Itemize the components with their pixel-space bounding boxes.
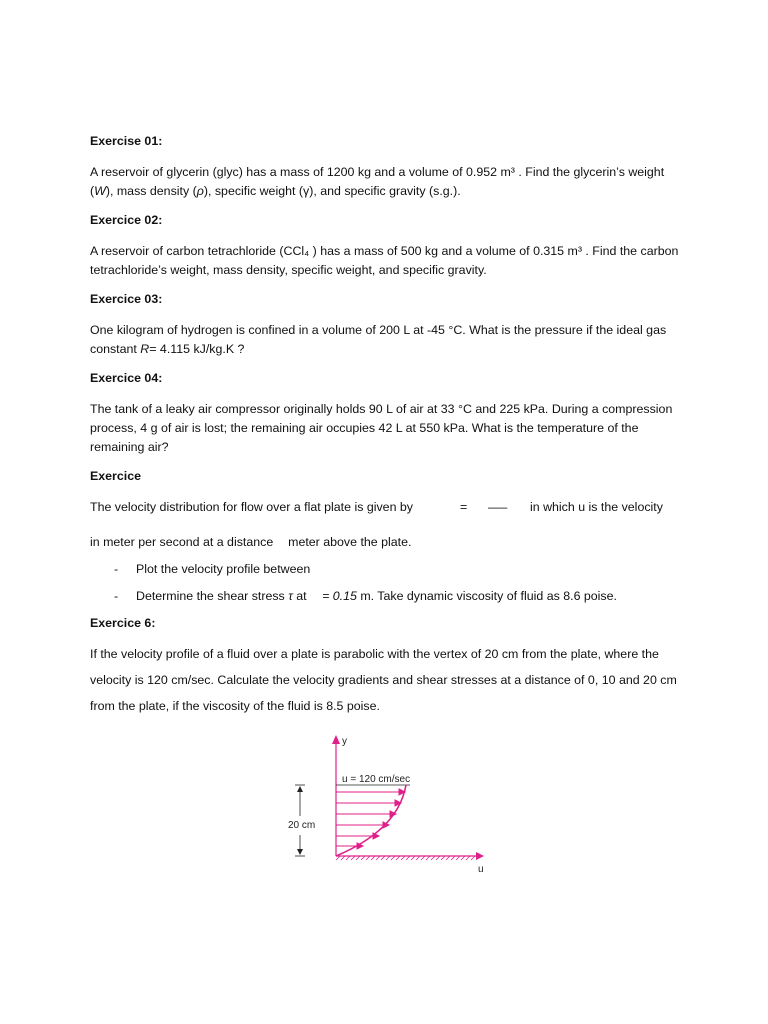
exercise-2-text: A reservoir of carbon tetrachloride (CCl₄ ) has a mass of 500 kg and a volume of 0.315 m³ . Find the carbon tetrachloride’s weight, mass density, specific weight, and specific gravity. [90,244,679,277]
exercise-3-heading: Exercice 03: [90,292,163,306]
gas-constant-symbol: R [140,342,150,356]
exercise-5-line-2-start: in meter per second at a distance [90,535,274,549]
exercise-1-text-part: ), specific weight (γ), and specific gravity (s.g.). [203,184,461,198]
velocity-profile-diagram [280,730,500,875]
exercise-6-text: If the velocity profile of a fluid over a plate is parabolic with the vertex of 20 cm from the plate, where the velocity is 120 cm/sec. Calculate the velocity gradients and shear stresses at a distance of 0, 10 and 20 cm from the plate, if the viscosity of the fluid is 8.5 poise. [90,647,677,713]
exercise-1-line-1: A reservoir of glycerin (glyc) has a mass of 1200 kg and a volume of 0.952 m³ . Find the glycerin’s weight [90,165,665,179]
velocity-profile-figure [280,730,500,875]
exercise-5-line-2-end: meter above the plate. [288,535,412,549]
tau-symbol: τ [288,589,293,603]
exercise-6-heading: Exercice 6: [90,616,156,630]
y-axis-arrow [332,735,340,744]
u-axis-label: u [478,864,484,875]
exercise-2-heading: Exercice 02: [90,213,163,227]
exercise-5-heading: Exercice [90,469,141,483]
exercise-5-line-2 [90,533,690,552]
velocity-label: u = 120 cm/sec [342,774,411,785]
bullet-2-text-start: Determine the shear stress [136,589,285,603]
exercise-4-text: The tank of a leaky air compressor originally holds 90 L of air at 33 °C and 225 kPa. During a compression process, 4 g of air is lost; the remaining air occupies 42 L at 550 kPa. What is the temperature of the remaining air? [90,402,673,454]
weight-symbol: W [94,184,106,198]
exercise-1-heading: Exercise 01: [90,134,163,148]
equation-fraction: —– [488,500,508,514]
velocity-profile-curve [336,785,406,856]
exercise-3-line-1: One kilogram of hydrogen is confined in a volume of 200 L at -45 °C. What is the pressure if the ideal gas [90,323,667,337]
equation-equals: = [460,500,468,514]
exercise-1-text-part: ( [90,184,95,198]
exercise-3-text-part: = 4.115 kJ/kg.K ? [149,342,245,356]
bullet-2-text-at: at [292,589,307,603]
exercise-5-bullet-2 [90,587,690,606]
u-axis-arrow [476,852,484,860]
bullet-2-text-end: m. Take dynamic viscosity of fluid as 8.6 poise. [356,589,617,603]
exercise-1-text [90,163,690,201]
distance-value: = 0.15 [322,589,357,603]
velocity-arrows [336,789,405,849]
exercise-3-text-part: constant [90,342,141,356]
exercise-5-equation-line [90,498,690,517]
rho-symbol: ρ [196,184,204,198]
exercise-5-line-1-text: The velocity distribution for flow over a flat plate is given by [90,500,413,514]
y-axis-label: y [342,736,347,747]
exercise-4-heading: Exercice 04: [90,371,163,385]
bullet-1-text: Plot the velocity profile between [136,562,311,576]
exercise-5-bullet-1 [90,560,690,579]
document-body [90,132,690,729]
height-label: 20 cm [288,816,315,835]
bullet-dash: - [114,562,119,576]
exercise-3-text [90,321,690,359]
exercise-5-line-1-end: in which u is the velocity [530,500,663,514]
exercise-1-text-part: ), mass density ( [105,184,197,198]
bullet-dash: - [114,589,119,603]
